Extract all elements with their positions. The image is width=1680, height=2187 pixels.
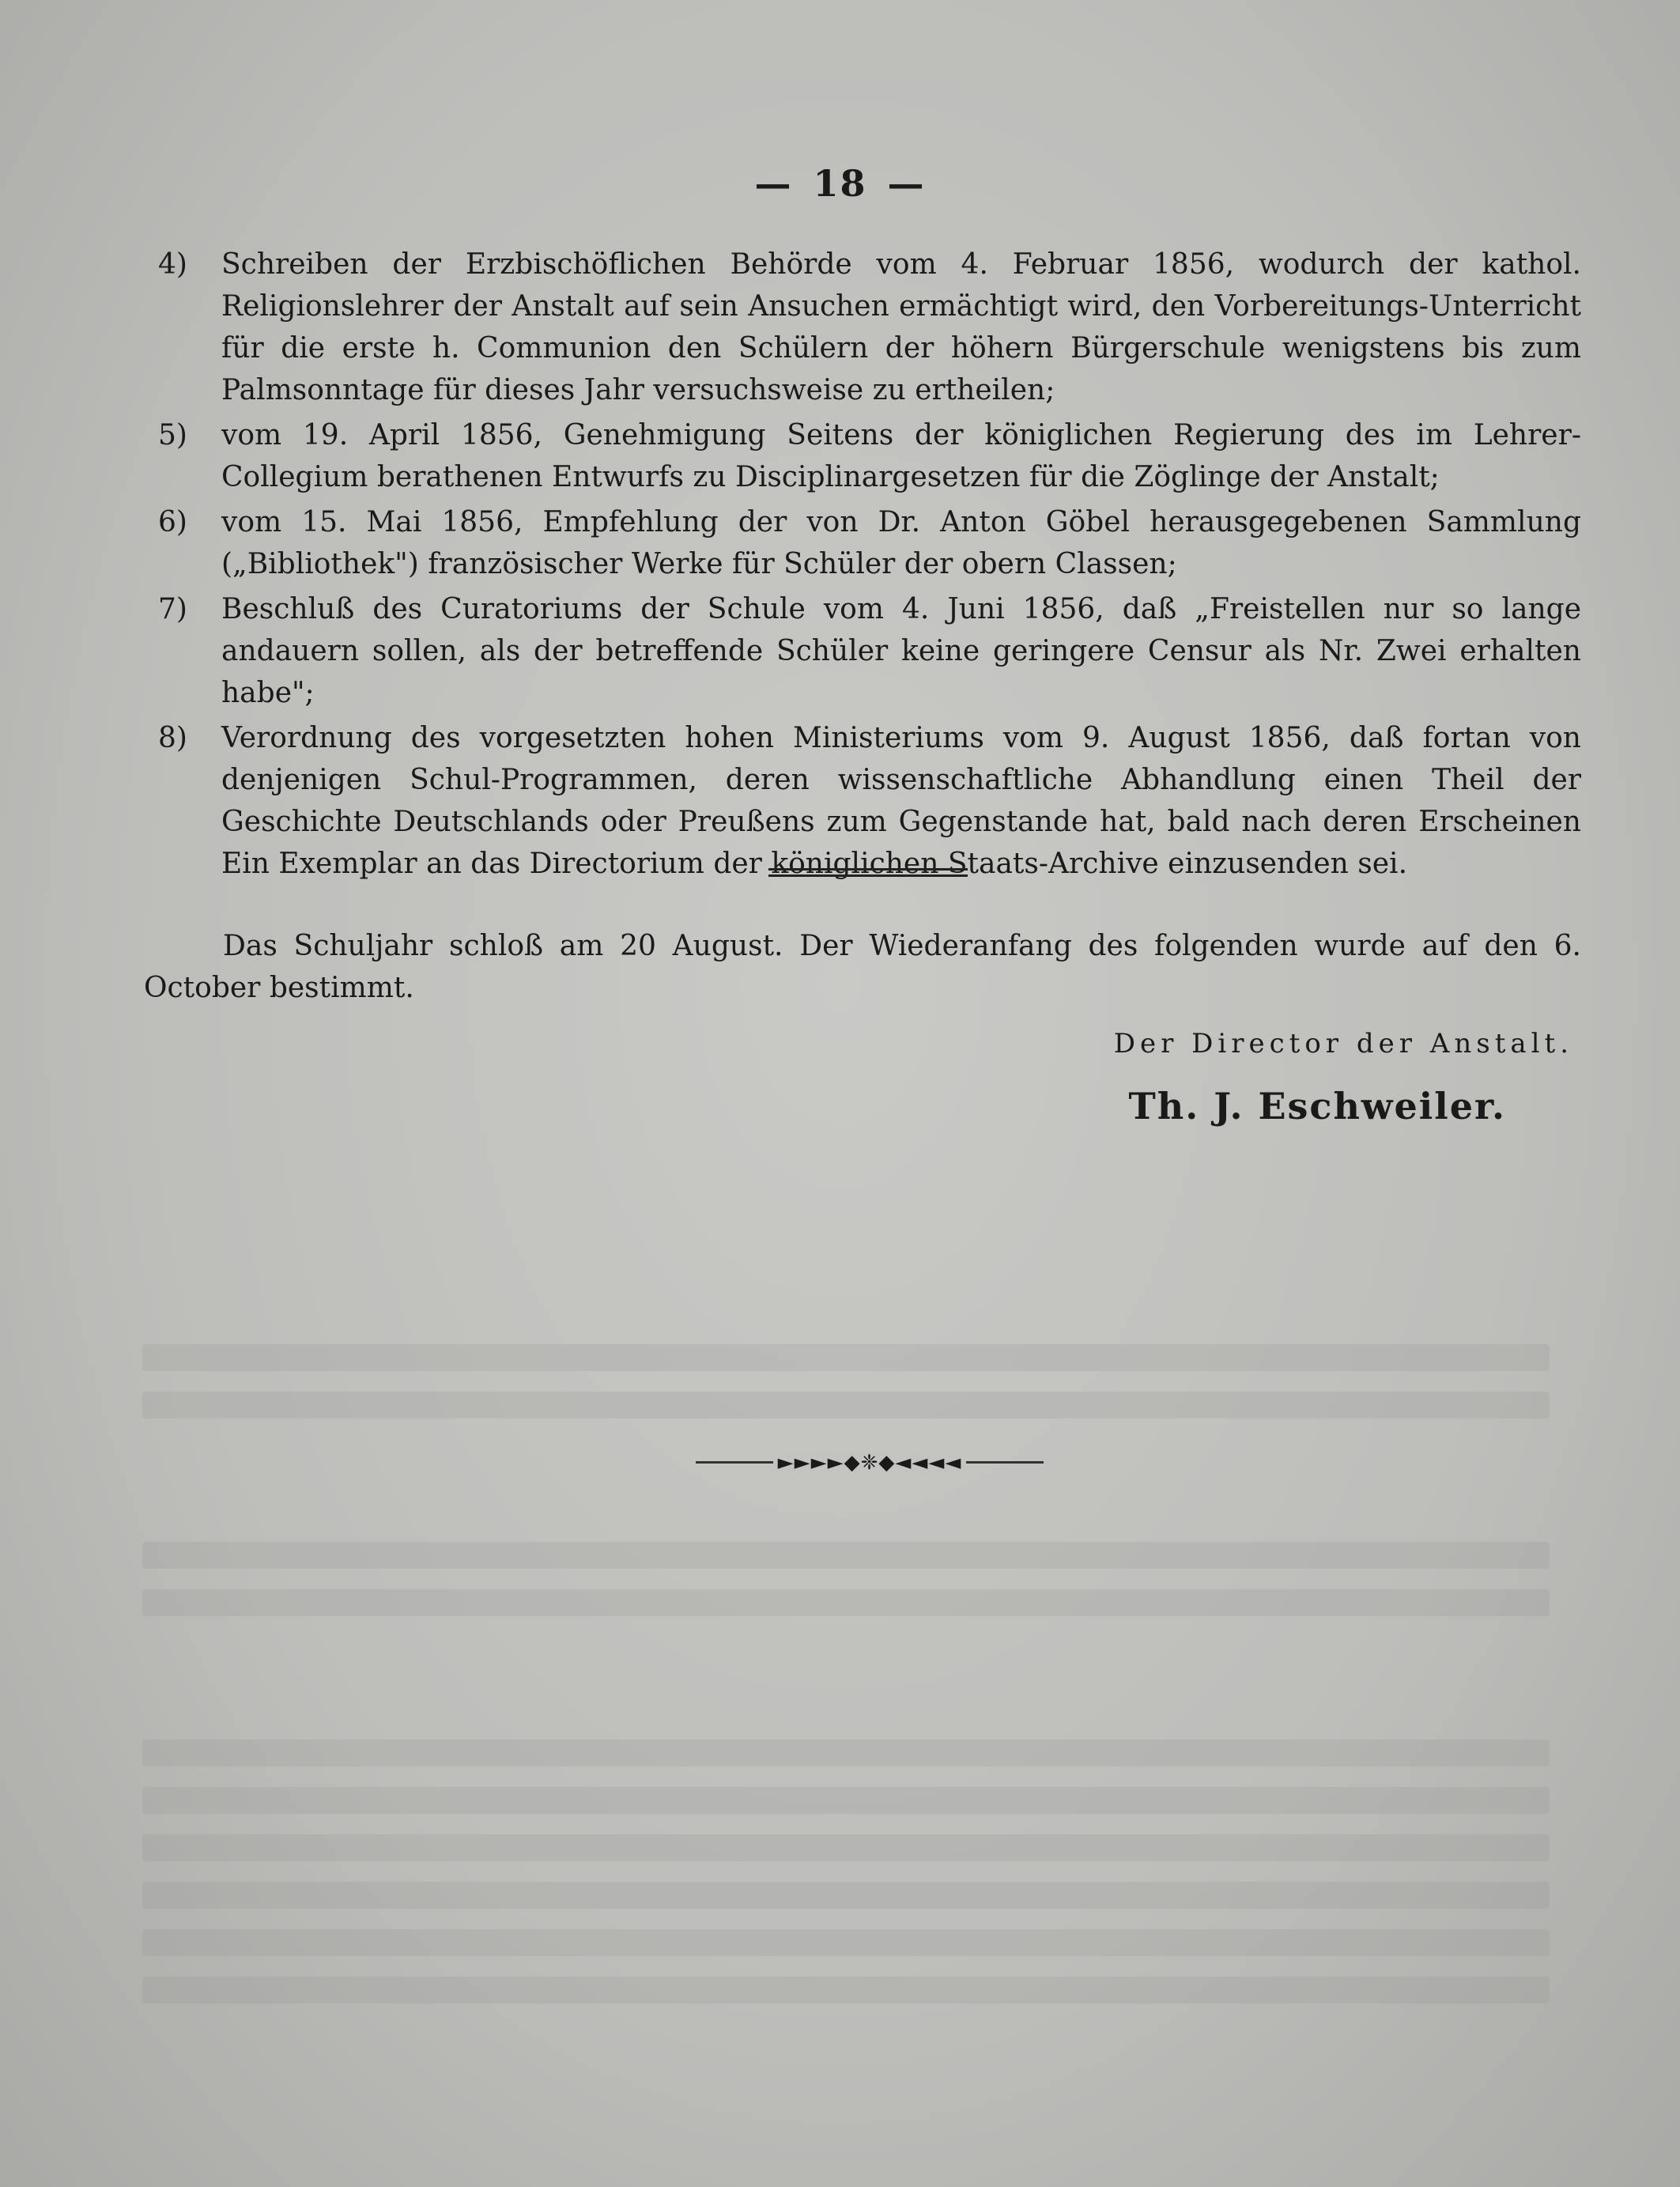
list-item (158, 717, 1581, 885)
page-number-value: 18 (813, 162, 867, 205)
bleed-through-line (142, 1392, 1550, 1418)
item-number: 5) (158, 419, 187, 451)
closing-paragraph: Das Schuljahr schloß am 20 August. Der Wiederanfang des folgenden wurde auf den 6. October bestimmt. (144, 930, 1581, 1004)
bleed-through-line (142, 1739, 1550, 1766)
director-label: Der Director der Anstalt. (1113, 1028, 1573, 1060)
list-item (158, 501, 1581, 585)
bleed-through-line (142, 1344, 1550, 1371)
ornament-glyphs: ►►►►◆❈◆◄◄◄◄ (773, 1451, 967, 1475)
page-number-dash-right: — (887, 162, 926, 205)
list-item (158, 588, 1581, 714)
page-number-dash-left: — (754, 162, 793, 205)
item-text: vom 15. Mai 1856, Empfehlung der von Dr. Anton Göbel herausgegebenen Sammlung („Bibliothek") französischer Werke für Schüler der obern Classen; (221, 506, 1581, 580)
bleed-through-line (142, 1542, 1550, 1569)
bleed-through-line (142, 1882, 1550, 1909)
section-divider (768, 868, 968, 877)
item-number: 4) (158, 248, 187, 281)
item-text: Verordnung des vorgesetzten hohen Ministeriums vom 9. August 1856, daß fortan von denjenigen Schul-Programmen, deren wissenschaftliche Abhandlung einen Theil der Geschichte Deutschlands oder Preußens zum Gegenstande hat, bald nach deren Erscheinen Ein Exemplar an das Directorium der königlichen Staats-Archive einzusenden sei. (221, 722, 1581, 880)
numbered-list (158, 244, 1581, 888)
item-text: Schreiben der Erzbischöflichen Behörde vom 4. Februar 1856, wodurch der kathol. Religionslehrer der Anstalt auf sein Ansuchen ermächtigt wird, den Vorbereitungs-Unterricht für die erste h. Communion den Schülern der höhern Bürgerschule wenigstens bis zum Palmsonntage für dieses Jahr versuchsweise zu ertheilen; (221, 248, 1581, 406)
item-text: vom 19. April 1856, Genehmigung Seitens der königlichen Regierung des im Lehrer-Collegium berathenen Entwurfs zu Disciplinargesetzen für die Zöglinge der Anstalt; (221, 419, 1581, 493)
list-item (158, 244, 1581, 411)
bleed-through-line (142, 1834, 1550, 1861)
item-text: Beschluß des Curatoriums der Schule vom 4. Juni 1856, daß „Freistellen nur so lange andauern sollen, als der betreffende Schüler keine geringere Censur als Nr. Zwei erhalten habe"; (221, 593, 1581, 709)
bleed-through-line (142, 1589, 1550, 1616)
item-number: 6) (158, 506, 187, 538)
bleed-through-line (142, 1977, 1550, 2004)
ornament-divider (700, 1447, 1040, 1479)
page-number (0, 162, 1680, 205)
bleed-through-line (142, 1929, 1550, 1956)
item-number: 8) (158, 722, 187, 754)
bleed-through-line (142, 1787, 1550, 1814)
list-item (158, 414, 1581, 498)
item-number: 7) (158, 593, 187, 625)
signature: Th. J. Eschweiler. (1128, 1085, 1506, 1127)
